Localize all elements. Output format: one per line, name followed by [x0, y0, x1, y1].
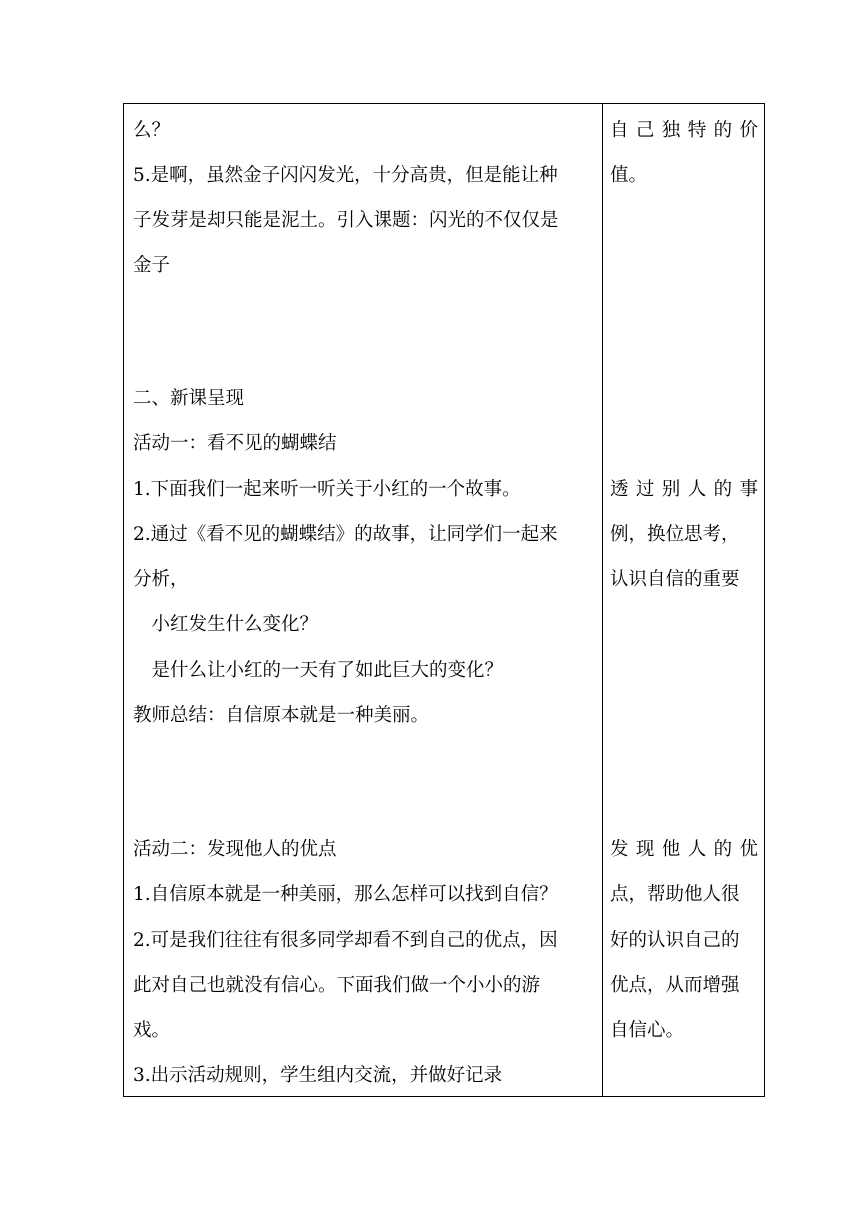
note3-line-5: 自信心。	[610, 1020, 685, 1041]
activity2-title: 活动二：发现他人的优点	[133, 839, 337, 860]
note3-line-2: 点，帮助他人很	[610, 884, 740, 905]
activity2-line-4: 戏。	[133, 1020, 171, 1041]
lesson-plan-table	[123, 103, 765, 1097]
activity2-line-5: 3.出示活动规则，学生组内交流，并做好记录	[133, 1065, 503, 1086]
note3-line-4: 优点，从而增强	[610, 975, 740, 996]
activity1-line-5: 是什么让小红的一天有了如此巨大的变化？	[133, 660, 504, 681]
intro-line-2: 5.是啊，虽然金子闪闪发光，十分高贵，但是能让种	[133, 165, 558, 186]
note1-line-1: 自己独特的价	[610, 120, 758, 141]
activity1-title: 活动一：看不见的蝴蝶结	[133, 433, 337, 454]
note2-line-2: 例，换位思考，	[610, 524, 740, 545]
activity2-line-3: 此对自己也就没有信心。下面我们做一个小小的游	[133, 975, 541, 996]
activity2-line-1: 1.自信原本就是一种美丽，那么怎样可以找到自信？	[133, 884, 558, 905]
section-heading: 二、新课呈现	[133, 388, 245, 409]
activity1-line-1: 1.下面我们一起来听一听关于小红的一个故事。	[133, 479, 521, 500]
note2-line-3: 认识自信的重要	[610, 569, 740, 590]
note3-line-1: 发现他人的优	[610, 839, 758, 860]
note3-line-3: 好的认识自己的	[610, 930, 740, 951]
intro-line-4: 金子	[133, 255, 171, 276]
note2-line-1: 透过别人的事	[610, 479, 758, 500]
intro-line-1: 么？	[133, 120, 171, 141]
activity1-line-3: 分析，	[133, 569, 189, 590]
note1-line-2: 值。	[610, 165, 648, 186]
column-divider	[602, 104, 603, 1096]
activity1-summary: 教师总结：自信原本就是一种美丽。	[133, 705, 430, 726]
activity1-line-4: 小红发生什么变化？	[133, 614, 319, 635]
activity2-line-2: 2.可是我们往往有很多同学却看不到自己的优点，因	[133, 930, 558, 951]
intro-line-3: 子发芽是却只能是泥土。引入课题：闪光的不仅仅是	[133, 210, 559, 231]
activity1-line-2: 2.通过《看不见的蝴蝶结》的故事，让同学们一起来	[133, 524, 558, 545]
